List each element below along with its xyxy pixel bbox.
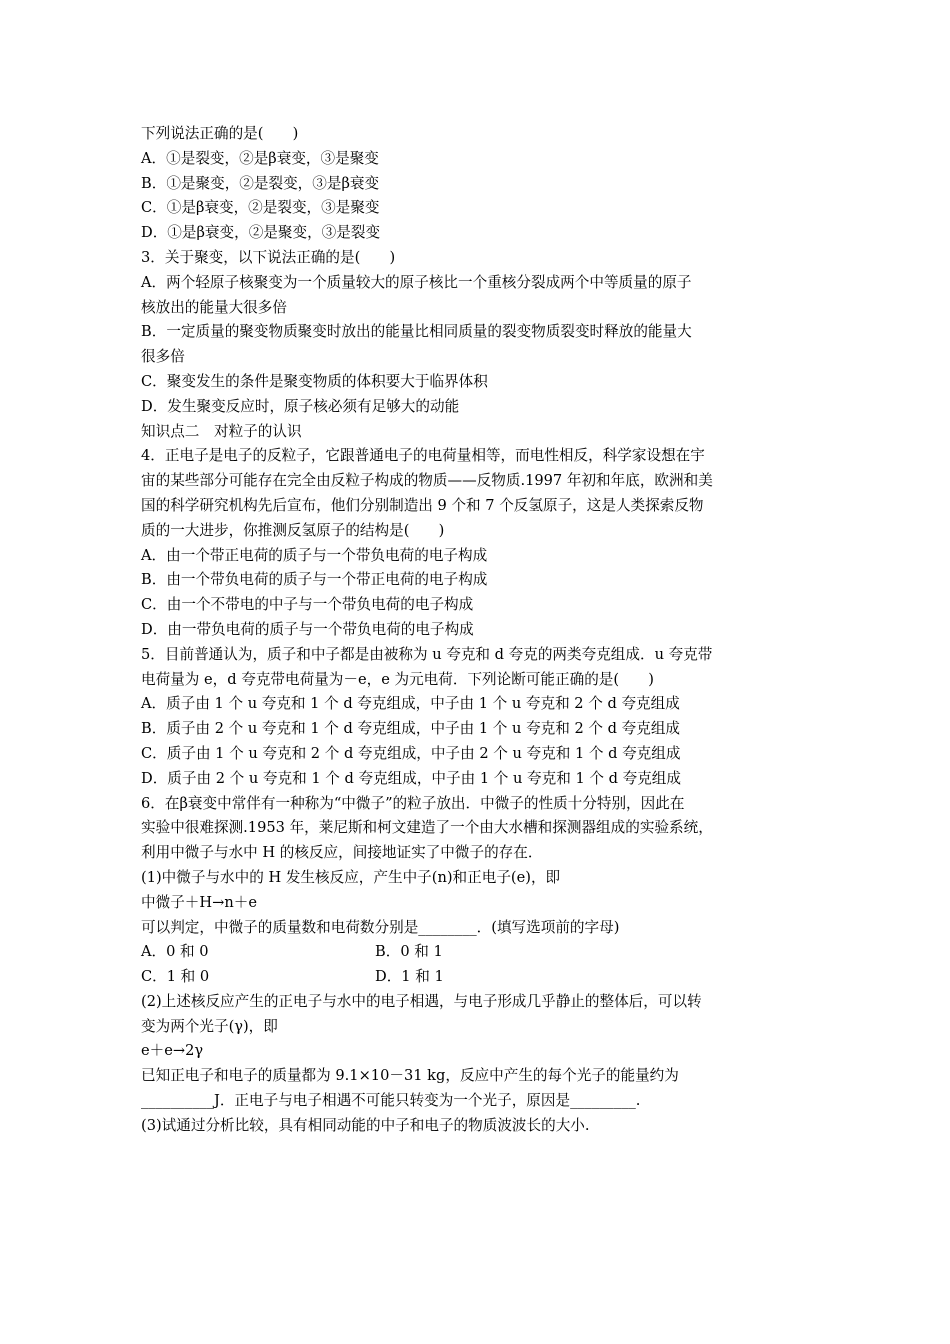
q6-option-d: D．1 和 1 [375, 968, 444, 986]
q5-stem-line2: 电荷量为 e，d 夸克带电荷量为－e，e 为元电荷．下列论断可能正确的是( ) [141, 670, 654, 688]
q6-part1-equation: 中微子＋H→n＋e [141, 893, 257, 911]
q2-option-d: D．①是β衰变，②是聚变，③是裂变 [141, 224, 381, 242]
q4-stem-line3: 国的科学研究机构先后宣布，他们分别制造出 9 个和 7 个反氢原子，这是人类探索反物 [141, 496, 704, 514]
q5-option-b: B．质子由 2 个 u 夸克和 1 个 d 夸克组成，中子由 1 个 u 夸克和 2 个 d 夸克组成 [141, 720, 681, 738]
q4-option-a: A．由一个带正电荷的质子与一个带负电荷的电子构成 [141, 546, 488, 564]
q4-option-b: B．由一个带负电荷的质子与一个带正电荷的电子构成 [141, 571, 488, 589]
q3-option-c: C．聚变发生的条件是聚变物质的体积要大于临界体积 [141, 372, 488, 390]
q6-stem-line1: 6．在β衰变中常伴有一种称为“中微子”的粒子放出．中微子的性质十分特别，因此在 [141, 794, 685, 812]
q6-part1-question: 可以判定，中微子的质量数和电荷数分别是________．(填写选项前的字母) [141, 918, 620, 936]
q4-stem-line4: 质的一大进步，你推测反氢原子的结构是( ) [141, 521, 445, 539]
q6-part2-line4: 已知正电子和电子的质量都为 9.1×10－31 kg，反应中产生的每个光子的能量约为 [141, 1067, 679, 1085]
q3-option-a-line1: A．两个轻原子核聚变为一个质量较大的原子核比一个重核分裂成两个中等质量的原子 [141, 273, 692, 291]
q4-option-d: D．由一带负电荷的质子与一个带负电荷的电子构成 [141, 620, 474, 638]
q2-stem: 下列说法正确的是( ) [141, 125, 299, 142]
q3-stem: 3．关于聚变，以下说法正确的是( ) [141, 248, 396, 266]
q6-part1-line1: (1)中微子与水中的 H 发生核反应，产生中子(n)和正电子(e)，即 [141, 868, 561, 886]
q3-option-b-line2: 很多倍 [141, 348, 185, 366]
q6-part1-options-row1 [141, 940, 801, 965]
q6-part2-line2: 变为两个光子(γ)，即 [141, 1017, 278, 1035]
q3-option-a-line2: 核放出的能量大很多倍 [141, 298, 287, 316]
q4-stem-line2: 宙的某些部分可能存在完全由反粒子构成的物质——反物质.1997 年初和年底，欧洲和美 [141, 472, 713, 490]
q6-part2-equation: e＋e→2γ [141, 1042, 204, 1060]
q5-option-c: C．质子由 1 个 u 夸克和 2 个 d 夸克组成，中子由 2 个 u 夸克和 1 个 d 夸克组成 [141, 744, 681, 762]
q2-option-b: B．①是聚变，②是裂变，③是β衰变 [141, 174, 380, 192]
q6-part2-line1: (2)上述核反应产生的正电子与水中的电子相遇，与电子形成几乎静止的整体后，可以转 [141, 992, 702, 1010]
q6-part3: (3)试通过分析比较，具有相同动能的中子和电子的物质波波长的大小. [141, 1116, 590, 1134]
q2-option-a: A．①是裂变，②是β衰变，③是聚变 [141, 149, 379, 167]
q3-option-b-line1: B．一定质量的聚变物质聚变时放出的能量比相同质量的裂变物质裂变时释放的能量大 [141, 323, 692, 341]
q6-option-b: B．0 和 1 [375, 943, 443, 961]
section-heading: 知识点二 对粒子的认识 [141, 422, 302, 440]
q6-part2-line5: __________J．正电子与电子相遇不可能只转变为一个光子，原因是_________. [141, 1092, 641, 1110]
document-page [141, 122, 801, 1139]
q6-part1-options-row2 [141, 965, 801, 990]
q6-option-a: A．0 和 0 [141, 943, 209, 961]
q5-option-d: D．质子由 2 个 u 夸克和 1 个 d 夸克组成，中子由 1 个 u 夸克和 1 个 d 夸克组成 [141, 769, 681, 787]
q6-stem-line2: 实验中很难探测.1953 年，莱尼斯和柯文建造了一个由大水槽和探测器组成的实验系统， [141, 819, 713, 837]
q5-stem-line1: 5．目前普通认为，质子和中子都是由被称为 u 夸克和 d 夸克的两类夸克组成．u 夸克带 [141, 645, 713, 663]
q4-option-c: C．由一个不带电的中子与一个带负电荷的电子构成 [141, 596, 474, 614]
q4-stem-line1: 4．正电子是电子的反粒子，它跟普通电子的电荷量相等，而电性相反，科学家设想在宇 [141, 447, 705, 465]
q5-option-a: A．质子由 1 个 u 夸克和 1 个 d 夸克组成，中子由 1 个 u 夸克和 2 个 d 夸克组成 [141, 695, 680, 713]
q6-option-c: C．1 和 0 [141, 968, 210, 986]
q3-option-d: D．发生聚变反应时，原子核必须有足够大的动能 [141, 397, 460, 415]
q2-option-c: C．①是β衰变，②是裂变，③是聚变 [141, 199, 380, 217]
q6-stem-line3: 利用中微子与水中 H 的核反应，间接地证实了中微子的存在． [141, 844, 543, 862]
